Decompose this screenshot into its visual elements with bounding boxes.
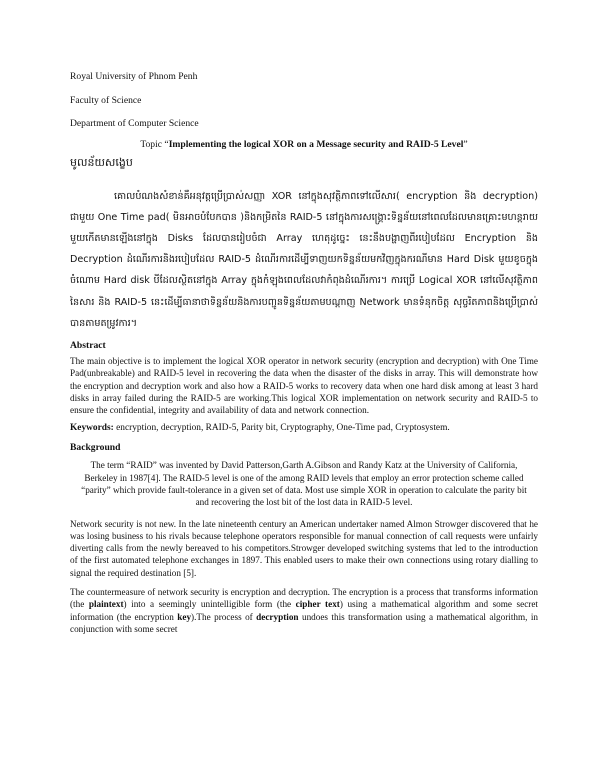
background-heading: Background xyxy=(70,442,121,454)
term-cipher-text: cipher text xyxy=(295,599,340,610)
countermeasure-text-4: ).The process of xyxy=(191,611,257,622)
countermeasure-text-3: ) using a mathematical algorithm and some secret information (the encryption xyxy=(70,599,538,622)
network-security-paragraph: Network security is not new. In the late nineteenth century an American undertaker named Almon Strowger discovered that he was losing business to his rivals because telephone operators responsible for manual connection of call requests were unfairly diverting calls from the newly bereaved to his competitors.Strowger developed switching systems that led to the introduction of the first automated telephone exchanges in 1897. This enabled users to make their own connections using rotary dialling to signal the required destination [5]. xyxy=(70,518,538,578)
abstract-text: The main objective is to implement the logical XOR operator in network security (encryption and decryption) with One Time Pad(unbreakable) and RAID-5 level in recovering the data when the disaster of the disks in array. This will demonstrate how the encryption and decryption work and also how a RAID-5 works to recovery data when one hard disk among at least 3 hard disks in array failed during the RAID-5 are working.This logical XOR implementation on network security and RAID-5 to ensure the confidential, integrity and availability of data and network connection. xyxy=(70,355,538,416)
department-name: Department of Computer Science xyxy=(70,118,199,129)
raid-paragraph: The term “RAID” was invented by David Patterson,Garth A.Gibson and Randy Katz at the University of California, Berkeley in 1987[4]. The RAID-5 level is one of the among RAID levels that employ an error protection scheme called “parity” which provide fault-tolerance in a given set of data. Most use simple XOR in operation to calculate the parity bit and recovering the lost bit of the lost data in RAID-5 level. xyxy=(81,460,527,508)
topic-title: Implementing the logical XOR on a Message security and RAID-5 Level xyxy=(168,138,464,150)
keywords-text: encryption, decryption, RAID-5, Parity bit, Cryptography, One-Time pad, Cryptosystem. xyxy=(113,423,450,434)
faculty-name: Faculty of Science xyxy=(70,94,142,106)
term-decryption: decryption xyxy=(256,611,299,622)
abstract-heading: Abstract xyxy=(70,339,106,351)
keywords-line xyxy=(70,423,538,433)
keywords-label: Keywords: xyxy=(70,423,114,434)
countermeasure-paragraph xyxy=(70,586,538,635)
topic-prefix: Topic “ xyxy=(140,138,169,150)
countermeasure-text-1: The countermeasure of network security is encryption and decryption. The encryption is a process that transforms information (the xyxy=(70,587,538,610)
countermeasure-text-5: undoes this transformation using a mathematical algorithm, in conjunction with some secret xyxy=(70,611,539,634)
khmer-abstract-body: គោលបំណងសំខាន់គឺអនុវត្តប្រើប្រាស់សញ្ញា XOR នៅក្នុងសុវត្ថិភាពទៅលើសារ( encryption និង decryption) ជាមួយ One Time pad( មិនអាចបំបែកបាន )និងកម្រិតនៃ RAID-5 នៅក្នុងការសង្គ្រោះទិន្នន័យនៅពេលដែលមានគ្រោះមហន្តរាយមួយកើតមានឡើងនៅក្នុង Disks ដែលបានរៀបចំជា Array ហេតុដូច្នេះ នេះនឹងបង្ហាញពីរបៀបដែល Encryption និង Decryption ដំណើរការនិងរបៀបដែល RAID-5 ដំណើរការដើម្បីទាញយកទិន្នន័យមកវិញក្នុងករណីមាន Hard Disk មួយខូចក្នុងចំណោម Hard disk បីដែលស្ថិតនៅក្នុង Array ក្នុងកំឡុងពេលដែលវាកំពុងដំណើរការ។ ការប្រើ Logical XOR នៅលើសុវត្ថិភាពនៃសារ និង RAID-5 នេះដើម្បីធានាថាទិន្នន័យនិងការបញ្ជូនទិន្នន័យតាមបណ្តាញ Network មានទំនុកចិត្ត សុច្ចរិតភាពនិងប្រើប្រាស់បានតាមតម្រូវការ។ xyxy=(70,190,538,329)
university-name: Royal University of Phnom Penh xyxy=(70,71,198,82)
topic-line xyxy=(70,139,538,150)
countermeasure-text-2: ) into a seemingly unintelligible form (the xyxy=(123,599,296,610)
topic-suffix: ” xyxy=(463,138,468,150)
term-plaintext: plaintext xyxy=(88,599,124,610)
khmer-abstract-title: មូលន័យសង្ខេប xyxy=(70,155,133,169)
term-key: key xyxy=(177,611,192,622)
